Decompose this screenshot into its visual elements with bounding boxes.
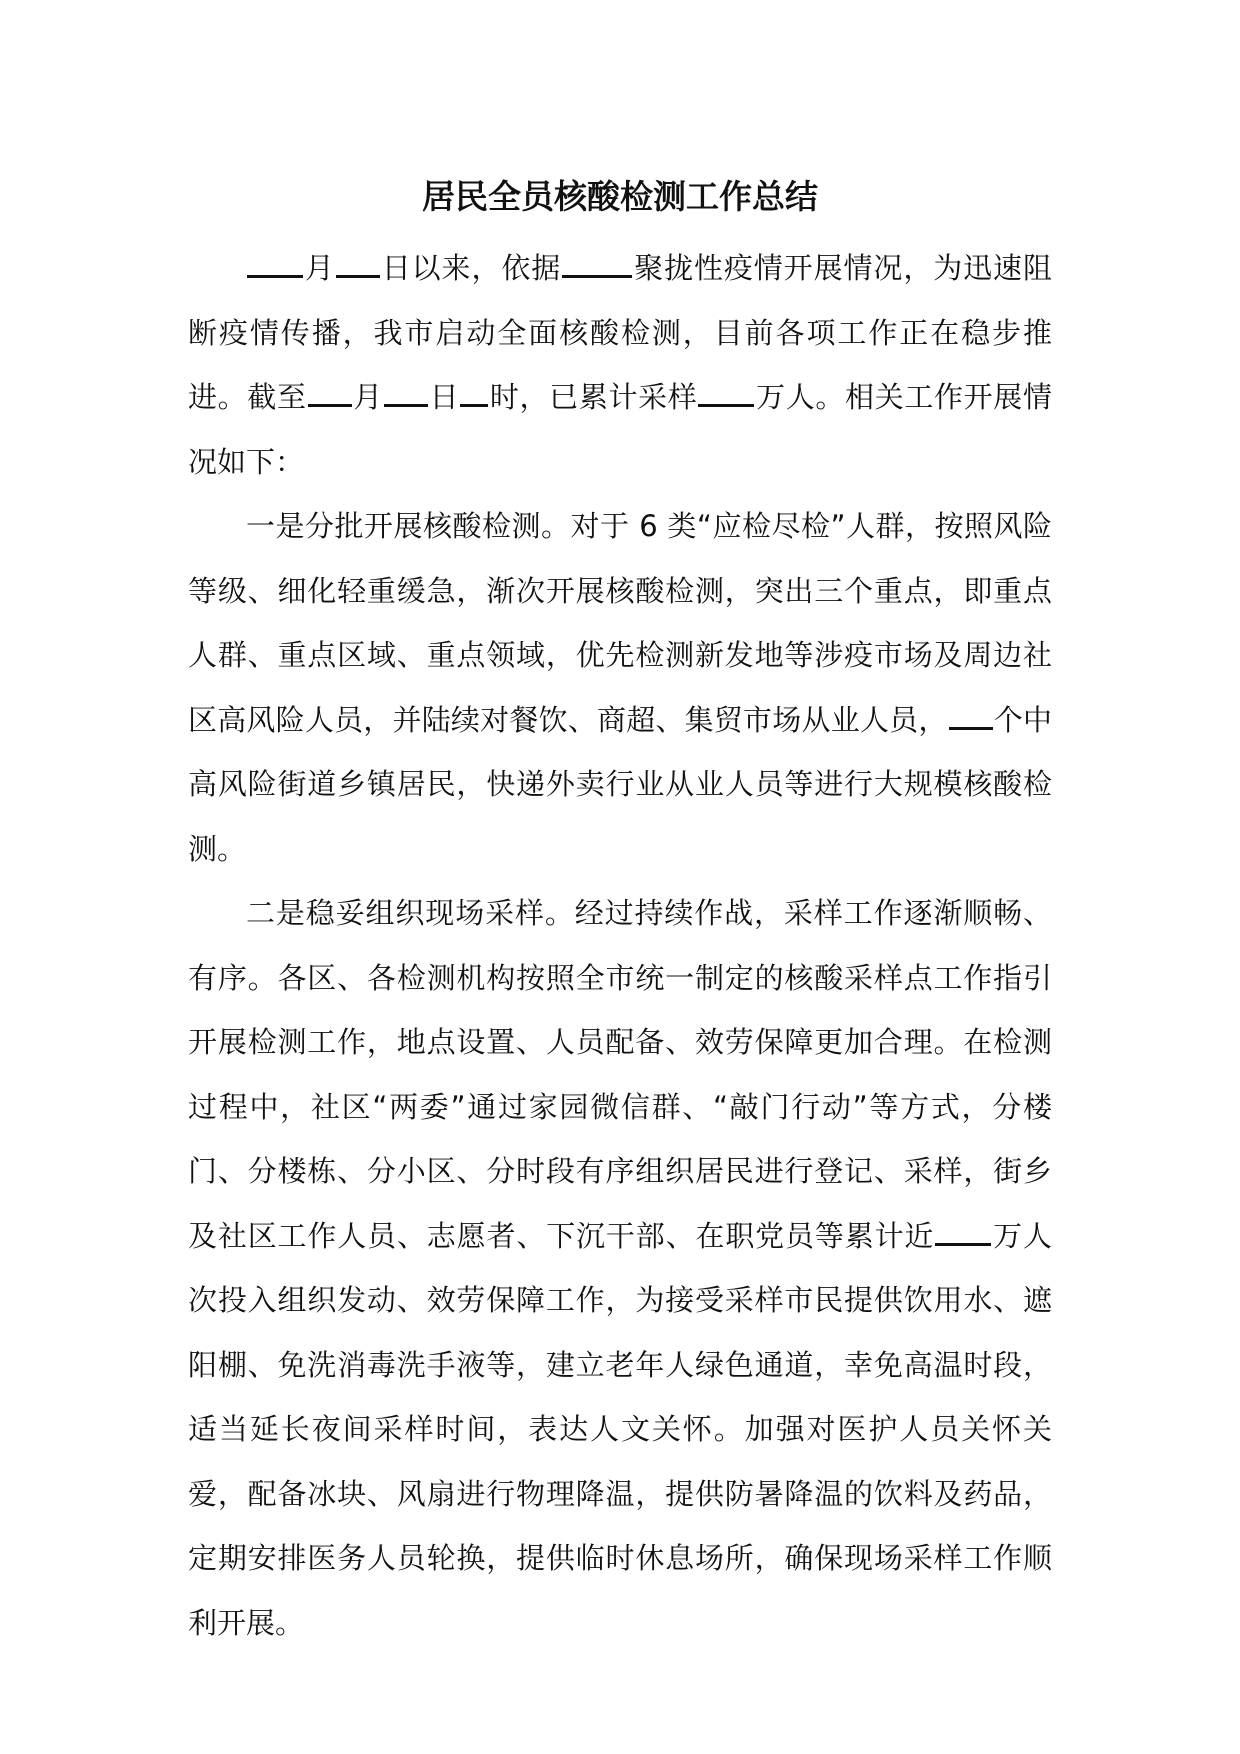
blank-basis [562,245,632,278]
batch-testing-text-2: 个中高风险街道乡镇居民，快递外卖行业从业人员等进行大规模核酸检测。 [188,702,1052,866]
blank-day [336,245,380,278]
document-title: 居民全员核酸检测工作总结 [422,177,818,216]
paragraph-onsite-sampling [188,881,1052,1655]
paragraph-intro [188,236,1052,494]
intro-text-4: 月 [352,380,383,414]
blank-month [247,245,303,278]
intro-text-1: 月 [304,251,335,285]
intro-text-3: 聚拢性疫情开展情况，为迅速阻断疫情传播，我市启动全面核酸检测，目前各项工作正在稳步推进。截至 [188,251,1052,414]
intro-text-6: 时，已累计采样 [489,380,698,414]
blank-month-2 [308,374,352,407]
onsite-sampling-text-1: 二是稳妥组织现场采样。经过持续作战，采样工作逐渐顺畅、有序。各区、各检测机构按照全市统一制定的核酸采样点工作指引开展检测工作，地点设置、人员配备、效劳保障更加合理。在检测过程中，社区“两委”通过家园微信群、“敲门行动”等方式，分楼门、分楼栋、分小区、分时段有序组织居民进行登记、采样，街乡及社区工作人员、志愿者、下沉干部、在职党员等累计近 [188,896,1052,1253]
intro-text-7: 万人。相关工作开展情况如下： [188,380,1052,479]
blank-sampled-count [698,374,754,407]
batch-testing-text-1: 一是分批开展核酸检测。对于 6 类“应检尽检”人群，按照风险等级、细化轻重缓急，渐次开展核酸检测，突出三个重点，即重点人群、重点区域、重点领域，优先检测新发地等涉疫市场及周边社区高风险人员，并陆续对餐饮、商超、集贸市场从业人员， [188,509,1052,737]
intro-text-2: 日以来，依据 [380,251,562,285]
blank-hour [460,374,488,407]
blank-day-2 [384,374,428,407]
blank-staff-count [935,1213,991,1246]
paragraph-batch-testing [188,494,1052,881]
document-body [188,236,1052,1655]
onsite-sampling-text-2: 万人次投入组织发动、效劳保障工作，为接受采样市民提供饮用水、遮阳棚、免洗消毒洗手液等，建立老年人绿色通道，幸免高温时段，适当延长夜间采样时间，表达人文关怀。加强对医护人员关怀关爱，配备冰块、风扇进行物理降温，提供防暑降温的饮料及药品，定期安排医务人员轮换，提供临时休息场所，确保现场采样工作顺利开展。 [188,1218,1052,1640]
intro-text-5: 日 [428,380,460,414]
blank-street-count [949,697,993,730]
